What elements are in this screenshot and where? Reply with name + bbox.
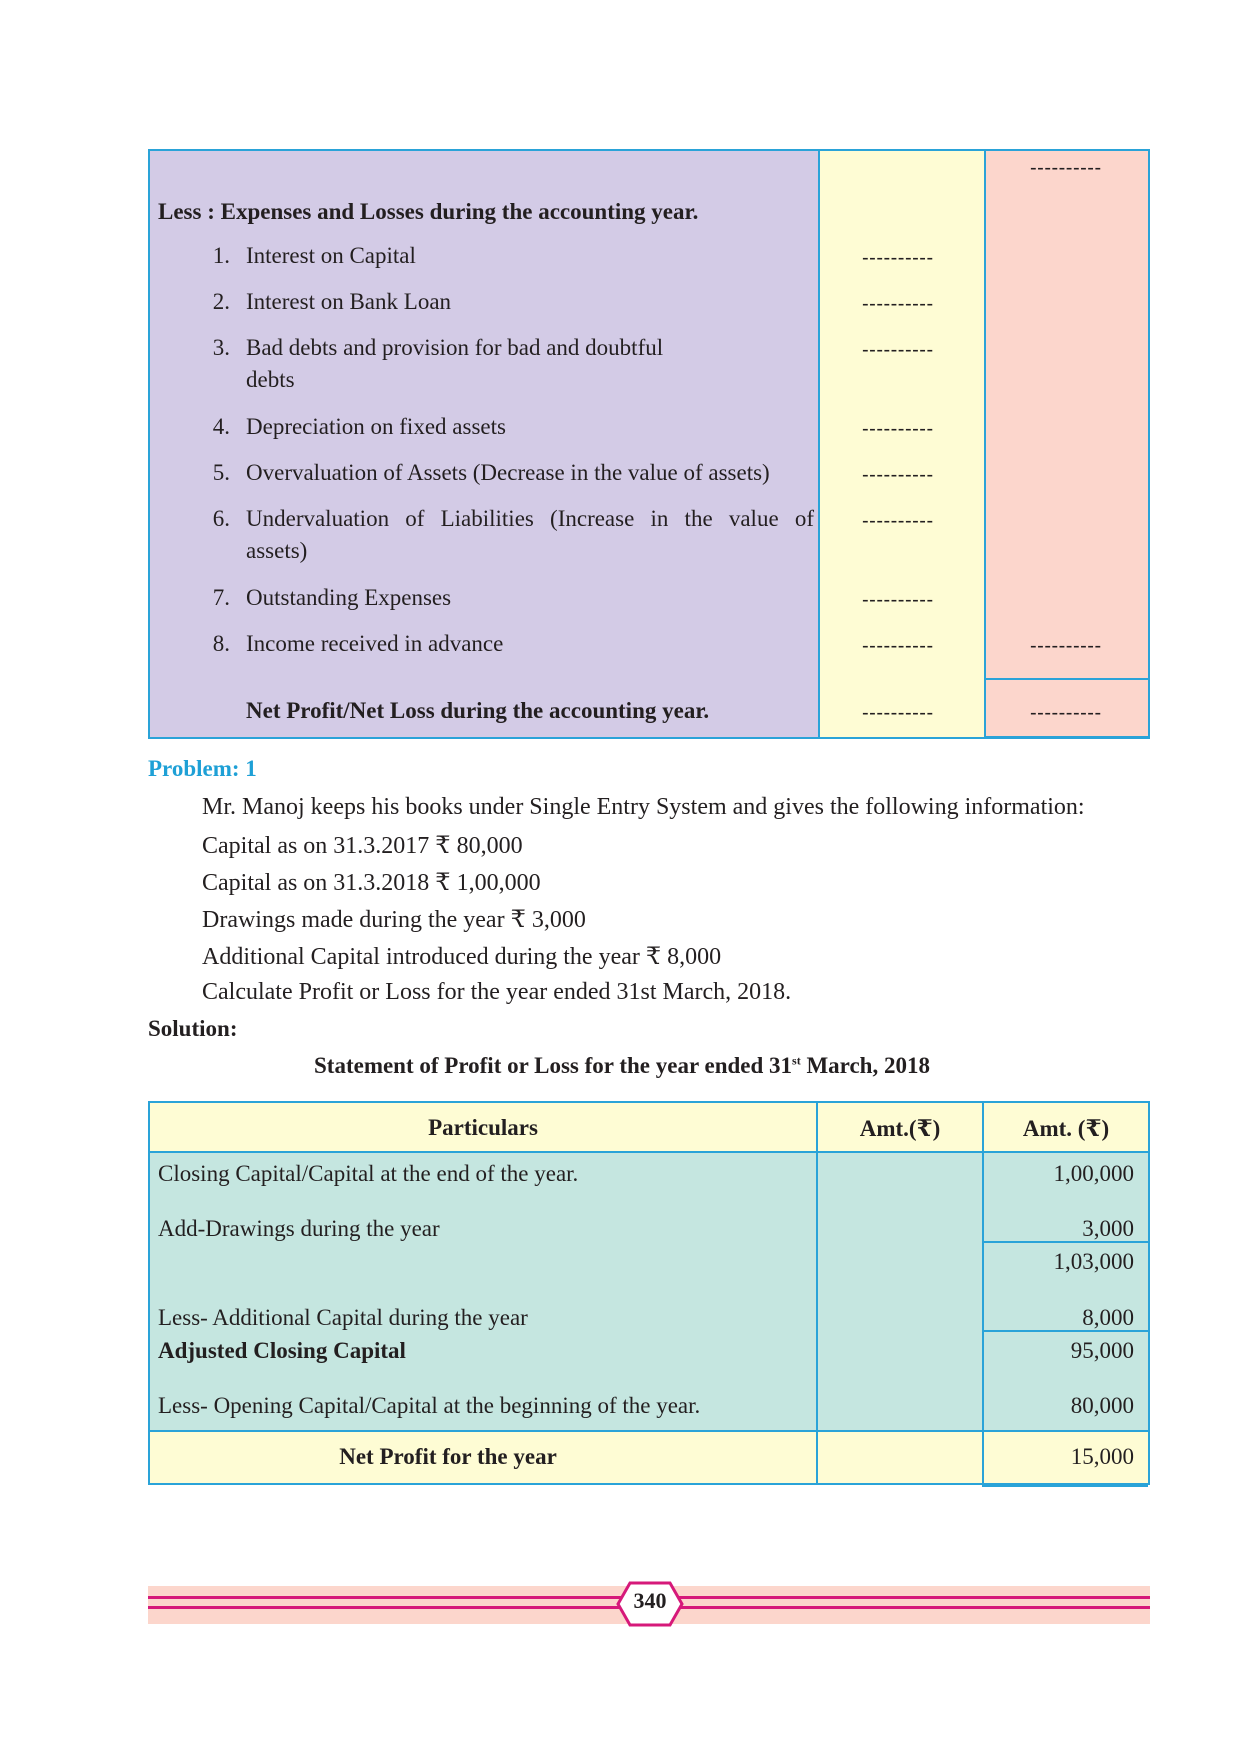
net-profit-loss-label: Net Profit/Net Loss during the accounting year. <box>246 698 710 723</box>
less-heading: Less : Expenses and Losses during the accounting year. <box>158 199 699 224</box>
net-profit-label: Net Profit for the year <box>339 1444 557 1469</box>
table-body <box>150 1153 1148 1432</box>
row-amount: 3,000 <box>1082 1216 1134 1241</box>
problem-line: Additional Capital introduced during the year ₹ 8,000 <box>202 944 722 970</box>
col-divider-2 <box>982 1103 984 1483</box>
item-amount: ---------- <box>862 510 934 532</box>
row-label: Add-Drawings during the year <box>158 1216 440 1241</box>
item-number: 8. <box>212 631 230 656</box>
item-number: 7. <box>212 585 230 610</box>
top-right-dash: ---------- <box>1030 157 1102 179</box>
item-label-cont: debts <box>246 367 295 392</box>
row-amount-subtotal: 1,03,000 <box>1053 1249 1134 1274</box>
solution-label: Solution: <box>148 1016 238 1041</box>
item-label: Interest on Capital <box>246 243 416 268</box>
item-number: 4. <box>212 414 230 439</box>
item-number: 2. <box>212 289 230 314</box>
header-particulars: Particulars <box>428 1115 538 1140</box>
row-label-bold: Adjusted Closing Capital <box>158 1338 406 1363</box>
item-label: Depreciation on fixed assets <box>246 414 506 439</box>
item-number: 6. <box>212 506 230 531</box>
item-label: Undervaluation of Liabilities (Increase in the value of <box>246 506 814 531</box>
item-amount: ---------- <box>862 418 934 440</box>
problem-line: Capital as on 31.3.2018 ₹ 1,00,000 <box>202 870 541 896</box>
problem-line: Calculate Profit or Loss for the year ended 31st March, 2018. <box>202 979 792 1005</box>
col-divider-1 <box>816 1103 818 1483</box>
item-amount: ---------- <box>862 635 934 657</box>
total-underline <box>982 1485 1148 1487</box>
item-amount: ---------- <box>862 247 934 269</box>
problem-line: Capital as on 31.3.2017 ₹ 80,000 <box>202 833 523 859</box>
row-label: Less- Opening Capital/Capital at the beginning of the year. <box>158 1393 701 1418</box>
header-amount-1: Amt.(₹) <box>859 1116 941 1141</box>
item-number: 3. <box>212 335 230 360</box>
problem-line: Mr. Manoj keeps his books under Single Entry System and gives the following information: <box>202 794 1085 820</box>
row-amount: 80,000 <box>1070 1393 1134 1418</box>
top-table-total-underline <box>984 736 1150 738</box>
net-profit-loss-amount: ---------- <box>862 702 934 724</box>
item-label-cont: assets) <box>246 538 308 563</box>
header-amount-2: Amt. (₹) <box>1022 1116 1110 1141</box>
row-amount: 8,000 <box>1082 1305 1134 1330</box>
item-label: Outstanding Expenses <box>246 585 452 610</box>
solution-table <box>148 1101 1150 1485</box>
net-profit-loss-total: ---------- <box>1030 702 1102 724</box>
problem-heading: Problem: 1 <box>148 756 257 781</box>
row-amount: 95,000 <box>1070 1338 1134 1363</box>
page-number: 340 <box>633 1588 667 1613</box>
item-label: Bad debts and provision for bad and doubtful <box>246 335 664 360</box>
row-amount: 1,00,000 <box>1053 1161 1134 1186</box>
problem-line: Drawings made during the year ₹ 3,000 <box>202 907 586 933</box>
item-number: 1. <box>212 243 230 268</box>
item-label: Interest on Bank Loan <box>246 289 452 314</box>
item-amount: ---------- <box>862 339 934 361</box>
statement-title: Statement of Profit or Loss for the year ended 31st March, 2018 <box>314 1053 930 1078</box>
item-total: ---------- <box>1030 635 1102 657</box>
item-amount: ---------- <box>862 293 934 315</box>
total-rule <box>150 1430 1148 1432</box>
net-profit-amount: 15,000 <box>1070 1444 1134 1469</box>
item-amount: ---------- <box>862 464 934 486</box>
item-amount: ---------- <box>862 589 934 611</box>
item-label: Income received in advance <box>246 631 504 656</box>
item-label: Overvaluation of Assets (Decrease in the value of assets) <box>246 460 770 485</box>
top-table-total-rule <box>984 678 1150 680</box>
row-label: Less- Additional Capital during the year <box>158 1305 528 1330</box>
row-label: Closing Capital/Capital at the end of the year. <box>158 1161 579 1186</box>
item-number: 5. <box>212 460 230 485</box>
header-rule <box>150 1151 1148 1153</box>
